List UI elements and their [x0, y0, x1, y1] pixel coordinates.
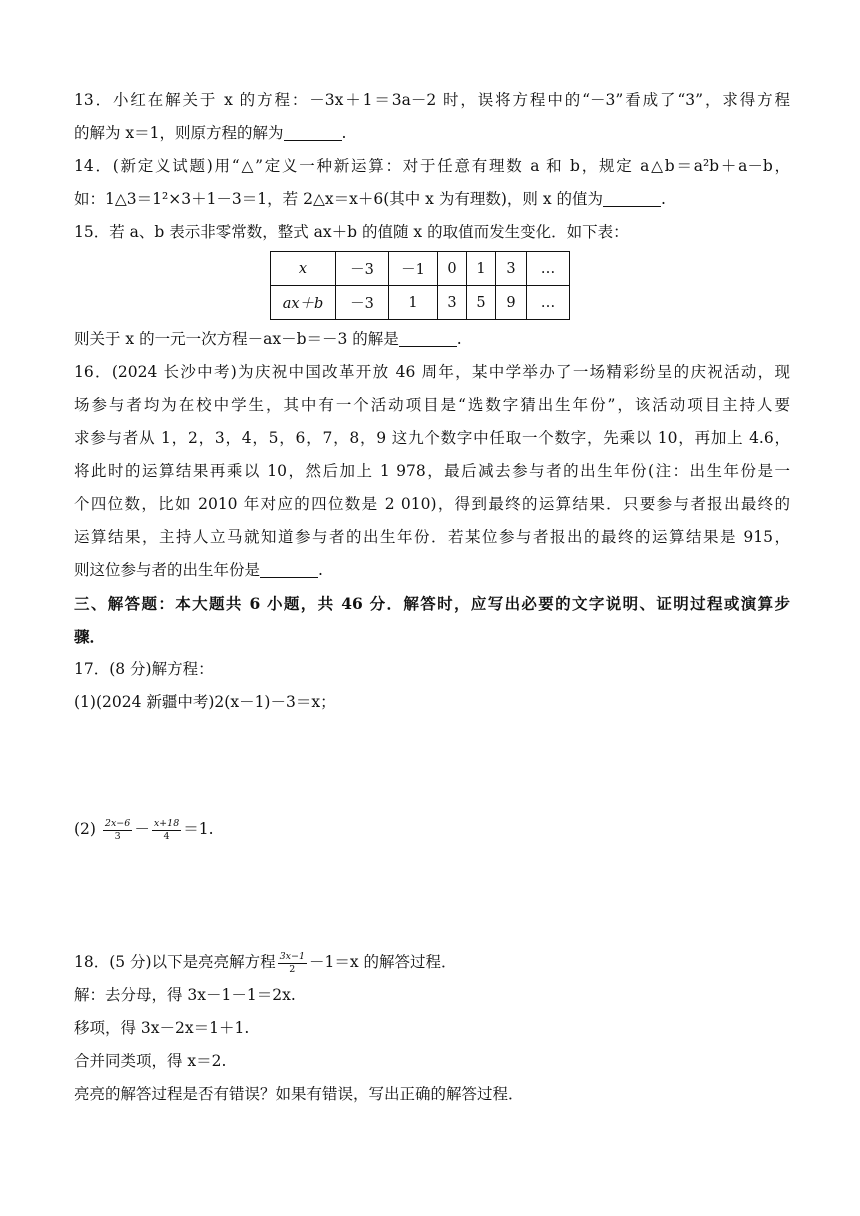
q17-part2-label: (2)	[74, 820, 96, 838]
table-cell: －3	[336, 252, 389, 286]
q16-last-end: .	[318, 561, 323, 579]
q16-last-line	[74, 554, 790, 587]
table-cell: ax＋b	[271, 286, 336, 320]
q17-answer-space	[74, 719, 790, 813]
q17-part1: (1)(2024 新疆中考)2(x－1)－3＝x；	[74, 693, 336, 711]
q13-line2-end: .	[341, 124, 347, 142]
q14-line2-text: 如：1△3＝1²×3＋1－3＝1，若 2△x＝x＋6(其中 x 为有理数)，则 x 的值为	[74, 190, 603, 208]
q18-title-text: 18．(5 分)以下是亮亮解方程	[74, 953, 276, 971]
q17-fraction-2	[152, 818, 181, 843]
fraction-numerator: 2x−6	[104, 817, 131, 829]
table-cell: 3	[438, 286, 467, 320]
q16-last-text: 则这位参与者的出生年份是	[74, 561, 261, 579]
q18-question: 亮亮的解答过程是否有错误？如果有错误，写出正确的解答过程．	[74, 1085, 524, 1103]
q17-fraction-1	[103, 818, 132, 843]
q16-line: 将此时的运算结果再乘以 10，然后加上 1 978，最后减去参与者的出生年份(注：出生年份是一	[74, 462, 790, 480]
q17-part2-tail: ＝1.	[183, 820, 214, 838]
q14-line1: 14．(新定义试题)用“△”定义一种新运算：对于任意有理数 a 和 b，规定 a△b＝a²b＋a－b，	[74, 157, 790, 175]
q16-answer-blank	[260, 559, 318, 578]
q15-line2	[74, 323, 790, 356]
q16-line: 16．(2024 长沙中考)为庆祝中国改革开放 46 周年，某中学举办了一场精彩纷呈的庆祝活动，现	[74, 363, 790, 381]
fraction-denominator: 3	[114, 830, 121, 842]
fraction-numerator: x+18	[153, 817, 180, 829]
q17-part2	[74, 813, 790, 846]
q18-step: 解：去分母，得 3x－1－1＝2x.	[74, 986, 296, 1004]
table-cell: 1	[467, 252, 496, 286]
q18-fraction	[278, 951, 307, 976]
table-cell: 1	[389, 286, 438, 320]
q15-answer-blank	[399, 328, 457, 347]
q15-value-table	[270, 251, 570, 320]
table-cell: －3	[336, 286, 389, 320]
q13-line2-text: 的解为 x＝1，则原方程的解为	[74, 124, 284, 142]
section3-heading-cont: 骤．	[74, 627, 106, 646]
q18-title-end: －1＝x 的解答过程．	[309, 953, 457, 971]
q18-step: 移项，得 3x－2x＝1＋1.	[74, 1019, 250, 1037]
worksheet-page	[74, 84, 790, 1111]
q13-line1: 13．小红在解关于 x 的方程：－3x＋1＝3a－2 时，误将方程中的“－3”看成了“3”，求得方程	[74, 91, 790, 109]
table-cell: x	[271, 252, 336, 286]
q17-title: 17．(8 分)解方程：	[74, 660, 214, 678]
q18-title	[74, 946, 790, 979]
q15-line2-text: 则关于 x 的一元一次方程－ax－b＝－3 的解是	[74, 330, 399, 348]
table-cell: 5	[467, 286, 496, 320]
table-cell: 0	[438, 252, 467, 286]
q16-line: 场参与者均为在校中学生，其中有一个活动项目是“选数字猜出生年份”，该活动项目主持人要	[74, 396, 790, 414]
q16-line: 运算结果，主持人立马就知道参与者的出生年份．若某位参与者报出的最终的运算结果是 915，	[74, 528, 790, 546]
table-cell: …	[527, 252, 570, 286]
table-cell: …	[527, 286, 570, 320]
q13-answer-blank	[284, 122, 342, 141]
q13-line2	[74, 117, 790, 150]
q15-line1: 15．若 a、b 表示非零常数，整式 ax＋b 的值随 x 的取值而发生变化．如下表：	[74, 223, 629, 241]
q18-step: 合并同类项，得 x＝2.	[74, 1052, 227, 1070]
q17-minus: －	[134, 820, 150, 838]
table-cell: －1	[389, 252, 438, 286]
q17-answer-space-2	[74, 846, 790, 946]
q14-line2	[74, 183, 790, 216]
fraction-numerator: 3x−1	[279, 950, 306, 962]
q16-line: 个四位数，比如 2010 年对应的四位数是 2 010)，得到最终的运算结果．只要参与者报出最终的	[74, 495, 790, 513]
table-cell: 9	[496, 286, 527, 320]
fraction-denominator: 2	[289, 963, 296, 975]
table-row	[271, 252, 570, 286]
fraction-denominator: 4	[163, 830, 170, 842]
q14-line2-end: .	[661, 190, 666, 208]
q14-answer-blank	[603, 188, 661, 207]
q16-line: 求参与者从 1，2，3，4，5，6，7，8，9 这九个数字中任取一个数字，先乘以 10，再加上 4.6，	[74, 429, 790, 447]
table-row	[271, 286, 570, 320]
section3-heading: 三、解答题：本大题共 6 小题，共 46 分．解答时，应写出必要的文字说明、证明过程或演算步	[74, 594, 790, 613]
table-cell: 3	[496, 252, 527, 286]
q15-line2-end: .	[456, 330, 462, 348]
